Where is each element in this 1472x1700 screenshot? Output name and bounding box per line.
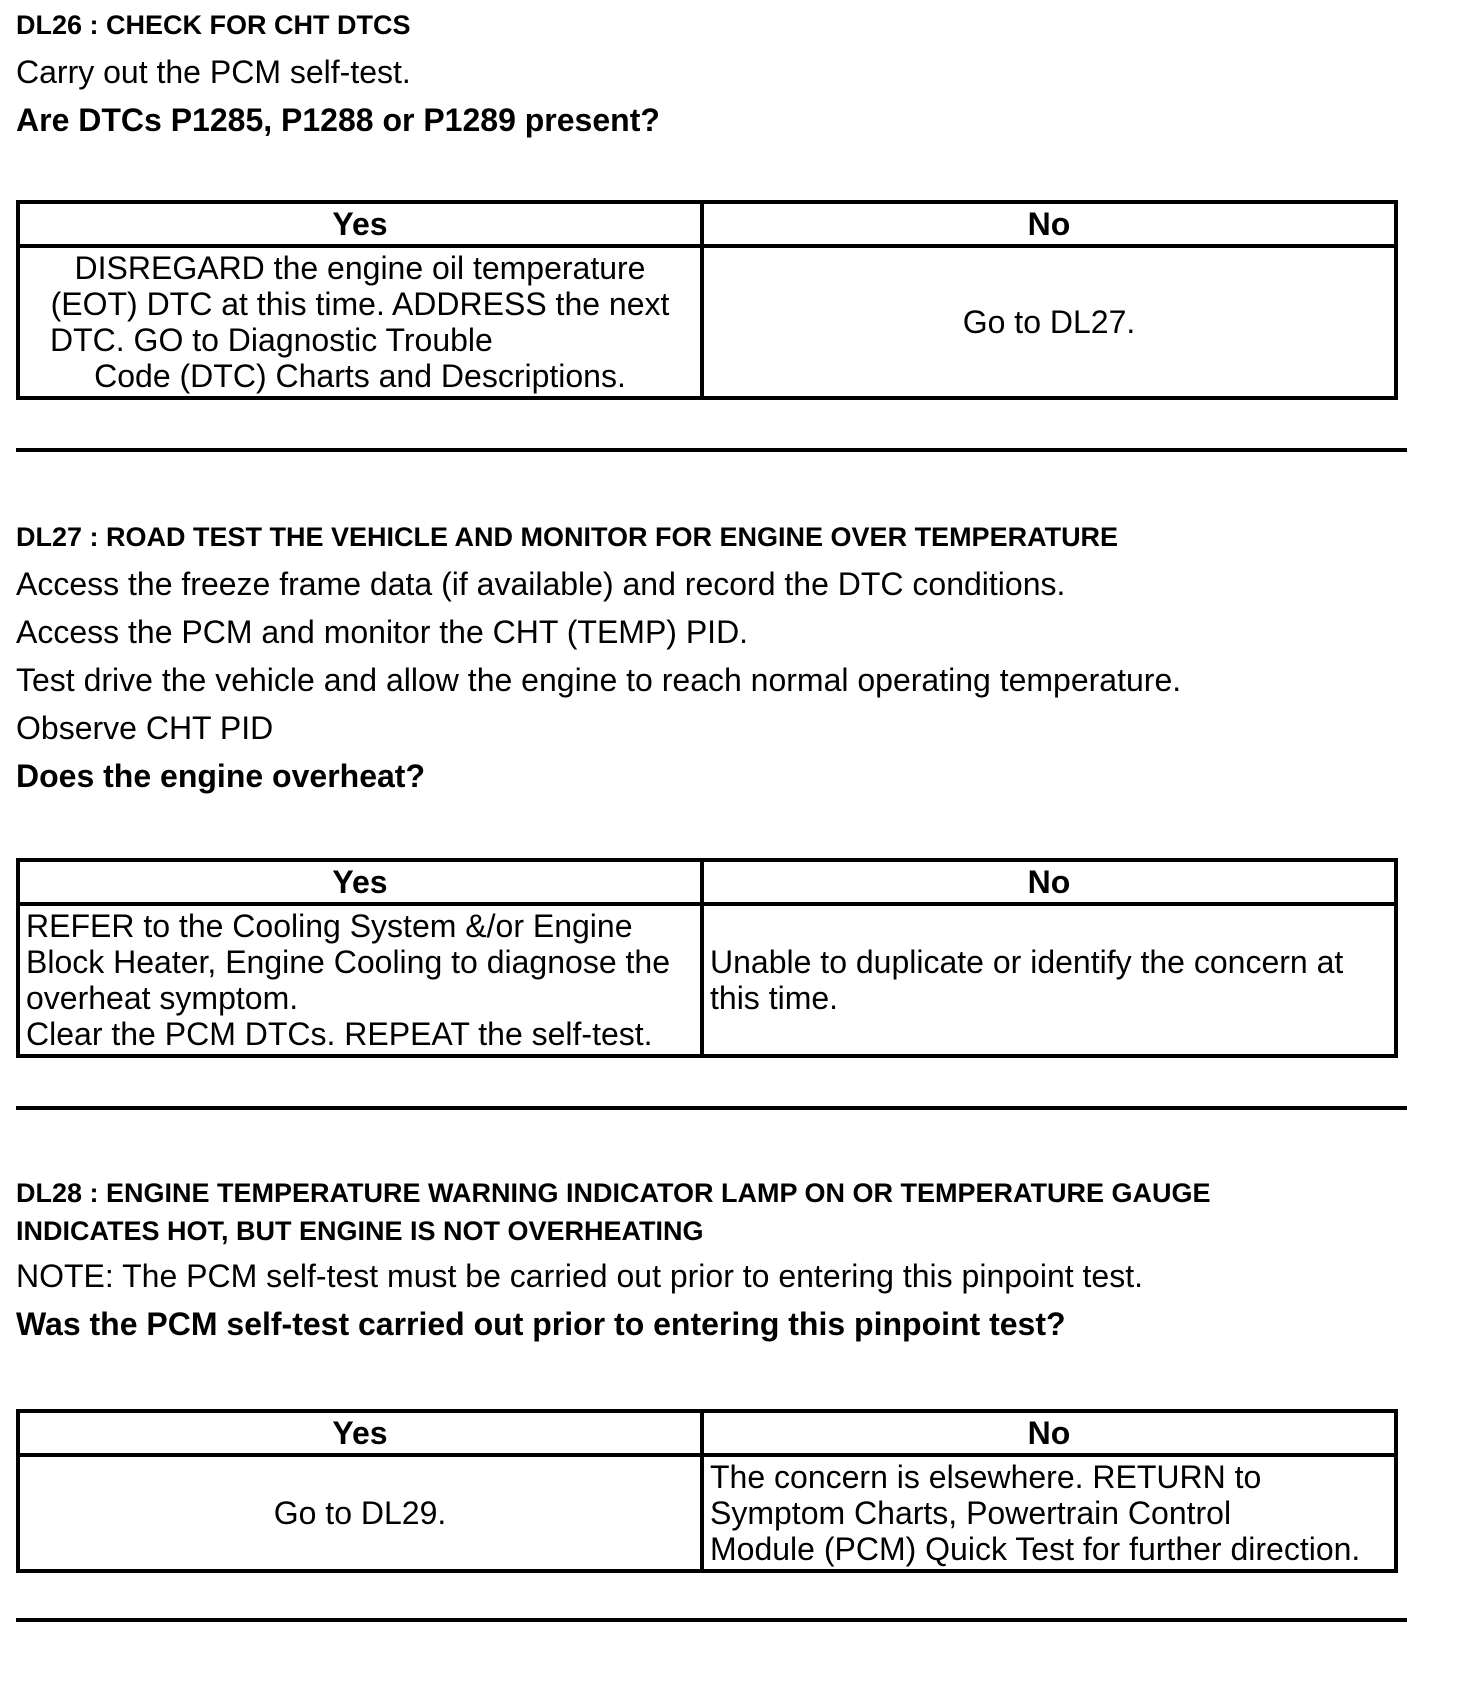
dl27-yes-line-2: Block Heater, Engine Cooling to diagnose the — [26, 944, 670, 980]
dl27-question: Does the engine overheat? — [16, 758, 425, 794]
dl28-note: NOTE: The PCM self-test must be carried out prior to entering this pinpoint test. — [16, 1258, 1143, 1294]
dl27-yes-no-table — [16, 858, 1398, 1058]
dl27-section — [16, 518, 1406, 800]
dl26-step-1: Carry out the PCM self-test. — [16, 54, 411, 90]
dl26-yes-line-1: DISREGARD the engine oil temperature — [74, 250, 646, 286]
dl26-yes-header: Yes — [18, 202, 702, 246]
dl27-no-header: No — [702, 860, 1396, 904]
dl26-yes-line-4: Code (DTC) Charts and Descriptions. — [94, 358, 626, 394]
dl26-yes-line-2: (EOT) DTC at this time. ADDRESS the next — [50, 286, 670, 322]
dl28-no-line-2: Symptom Charts, Powertrain Control — [710, 1495, 1232, 1531]
section-divider — [16, 1618, 1407, 1622]
dl26-heading: DL26 : CHECK FOR CHT DTCS — [16, 10, 411, 40]
dl27-yes-line-1: REFER to the Cooling System &/or Engine — [26, 908, 633, 944]
dl27-step-3: Test drive the vehicle and allow the engine to reach normal operating temperature. — [16, 662, 1182, 698]
dl28-yes-line-1: Go to DL29. — [273, 1495, 447, 1531]
dl28-no-cell — [702, 1455, 1396, 1571]
dl28-no-line-3: Module (PCM) Quick Test for further direction. — [710, 1531, 1361, 1567]
dl28-no-line-1: The concern is elsewhere. RETURN to — [710, 1459, 1262, 1495]
dl26-yes-line-3: DTC. GO to Diagnostic Trouble — [50, 322, 493, 358]
dl27-no-cell — [702, 904, 1396, 1056]
dl27-yes-header: Yes — [18, 860, 702, 904]
dl27-step-1: Access the freeze frame data (if available) and record the DTC conditions. — [16, 566, 1066, 602]
dl28-heading-line-2: INDICATES HOT, BUT ENGINE IS NOT OVERHEATING — [16, 1216, 704, 1246]
dl27-no-line-2: this time. — [710, 980, 839, 1016]
dl27-step-4: Observe CHT PID — [16, 710, 274, 746]
section-divider — [16, 448, 1407, 452]
dl26-section — [16, 6, 1406, 144]
dl26-no-header: No — [702, 202, 1396, 246]
dl28-no-header: No — [702, 1411, 1396, 1455]
dl26-yes-cell — [18, 246, 702, 398]
dl26-yes-no-table — [16, 200, 1398, 400]
section-divider — [16, 1106, 1407, 1110]
dl26-question: Are DTCs P1285, P1288 or P1289 present? — [16, 102, 660, 138]
dl28-section — [16, 1174, 1406, 1348]
dl28-yes-cell — [18, 1455, 702, 1571]
dl27-yes-line-3: overheat symptom. — [26, 980, 299, 1016]
dl28-yes-no-table — [16, 1409, 1398, 1573]
dl27-yes-cell — [18, 904, 702, 1056]
dl26-no-line-1: Go to DL27. — [962, 304, 1136, 340]
dl27-yes-line-4: Clear the PCM DTCs. REPEAT the self-test. — [26, 1016, 653, 1052]
dl27-heading: DL27 : ROAD TEST THE VEHICLE AND MONITOR FOR ENGINE OVER TEMPERATURE — [16, 522, 1119, 552]
dl27-step-2: Access the PCM and monitor the CHT (TEMP) PID. — [16, 614, 749, 650]
dl28-yes-header: Yes — [18, 1411, 702, 1455]
dl28-heading-line-1: DL28 : ENGINE TEMPERATURE WARNING INDICATOR LAMP ON OR TEMPERATURE GAUGE — [16, 1178, 1211, 1208]
dl28-question: Was the PCM self-test carried out prior to entering this pinpoint test? — [16, 1306, 1066, 1342]
dl26-no-cell — [702, 246, 1396, 398]
dl27-no-line-1: Unable to duplicate or identify the concern at — [710, 944, 1344, 980]
